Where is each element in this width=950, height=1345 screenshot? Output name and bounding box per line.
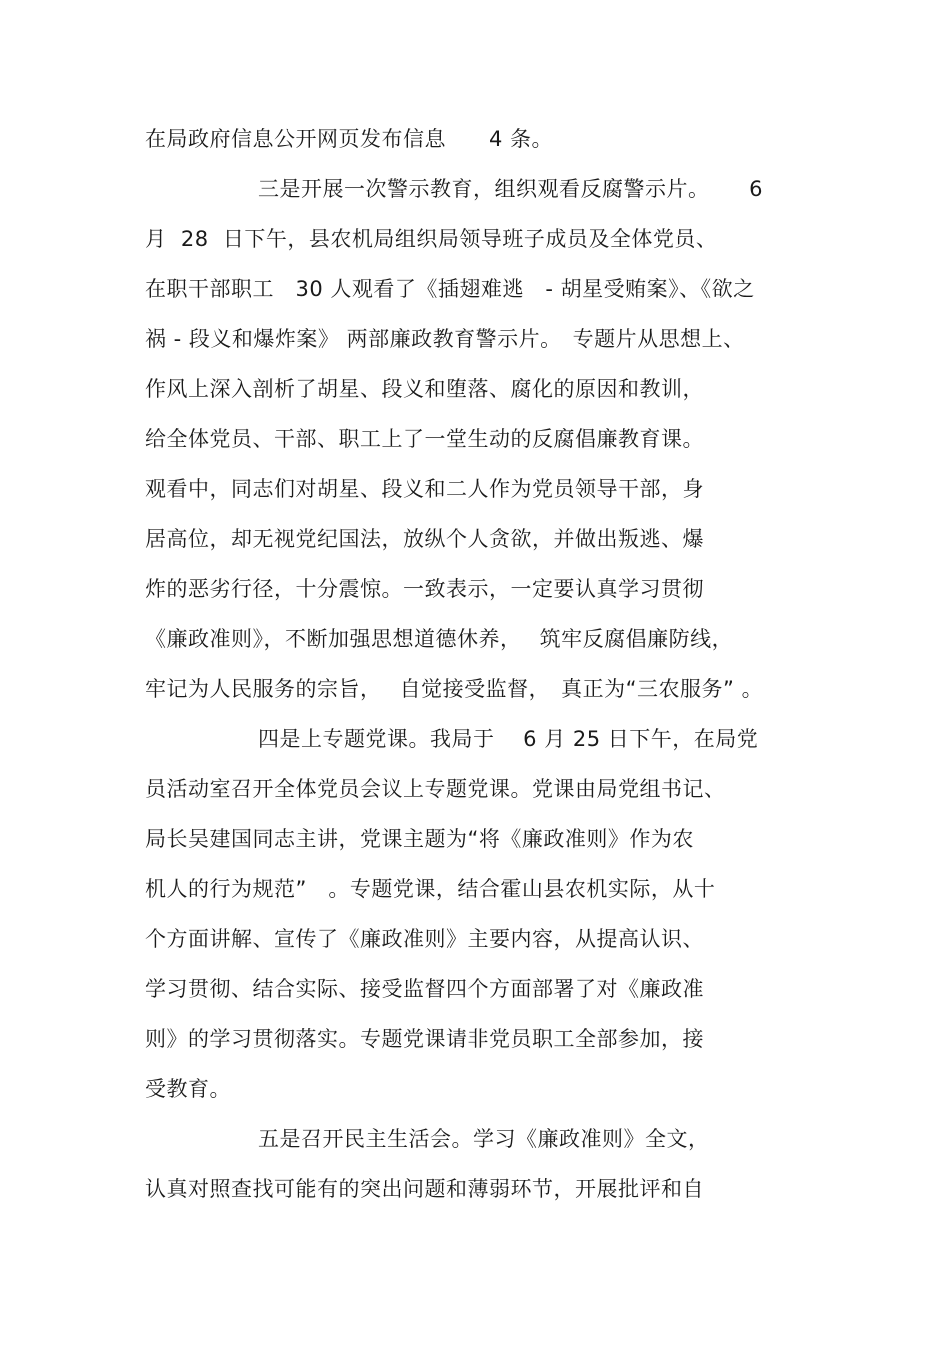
paragraph-line: 炸的恶劣行径，十分震惊。一致表示，一定要认真学习贯彻	[145, 577, 704, 601]
paragraph-line: 作风上深入剖析了胡星、段义和堕落、腐化的原因和教训，	[145, 377, 704, 401]
paragraph-line: 观看中，同志们对胡星、段义和二人作为党员领导干部，身	[145, 477, 704, 501]
paragraph-line: 局长吴建国同志主讲，党课主题为“将《廉政准则》作为农	[145, 827, 694, 851]
paragraph-line: 祸 - 段义和爆炸案》 两部廉政教育警示片。 专题片从思想上、	[145, 327, 745, 351]
paragraph-line: 则》的学习贯彻落实。专题党课请非党员职工全部参加，接	[145, 1027, 704, 1051]
paragraph-line: 三是开展一次警示教育，组织观看反腐警示片。 6	[258, 177, 764, 201]
paragraph-line: 牢记为人民服务的宗旨， 自觉接受监督， 真正为“三农服务” 。	[145, 677, 764, 701]
paragraph-line: 给全体党员、干部、职工上了一堂生动的反腐倡廉教育课。	[145, 427, 704, 451]
paragraph-line: 五是召开民主生活会。学习《廉政准则》全文，	[258, 1127, 710, 1151]
paragraph-line: 《廉政准则》，不断加强思想道德休养， 筑牢反腐倡廉防线，	[145, 627, 734, 651]
paragraph-line: 学习贯彻、结合实际、接受监督四个方面部署了对《廉政准	[145, 977, 704, 1001]
paragraph-line: 月 28 日下午，县农机局组织局领导班子成员及全体党员、	[145, 227, 718, 251]
paragraph-line: 在职干部职工 30 人观看了《插翅难逃 - 胡星受贿案》、《欲之	[145, 277, 755, 301]
paragraph-line: 在局政府信息公开网页发布信息 4 条。	[145, 127, 554, 151]
paragraph-line: 居高位，却无视党纪国法，放纵个人贪欲，并做出叛逃、爆	[145, 527, 704, 551]
paragraph-line: 认真对照查找可能有的突出问题和薄弱环节，开展批评和自	[145, 1177, 704, 1201]
paragraph-line: 机人的行为规范” 。专题党课，结合霍山县农机实际，从十	[145, 877, 716, 901]
paragraph-line: 个方面讲解、宣传了《廉政准则》主要内容，从提高认识、	[145, 927, 704, 951]
paragraph-line: 四是上专题党课。我局于 6 月 25 日下午，在局党	[258, 727, 759, 751]
paragraph-line: 员活动室召开全体党员会议上专题党课。党课由局党组书记、	[145, 777, 726, 801]
paragraph-line: 受教育。	[145, 1077, 231, 1101]
